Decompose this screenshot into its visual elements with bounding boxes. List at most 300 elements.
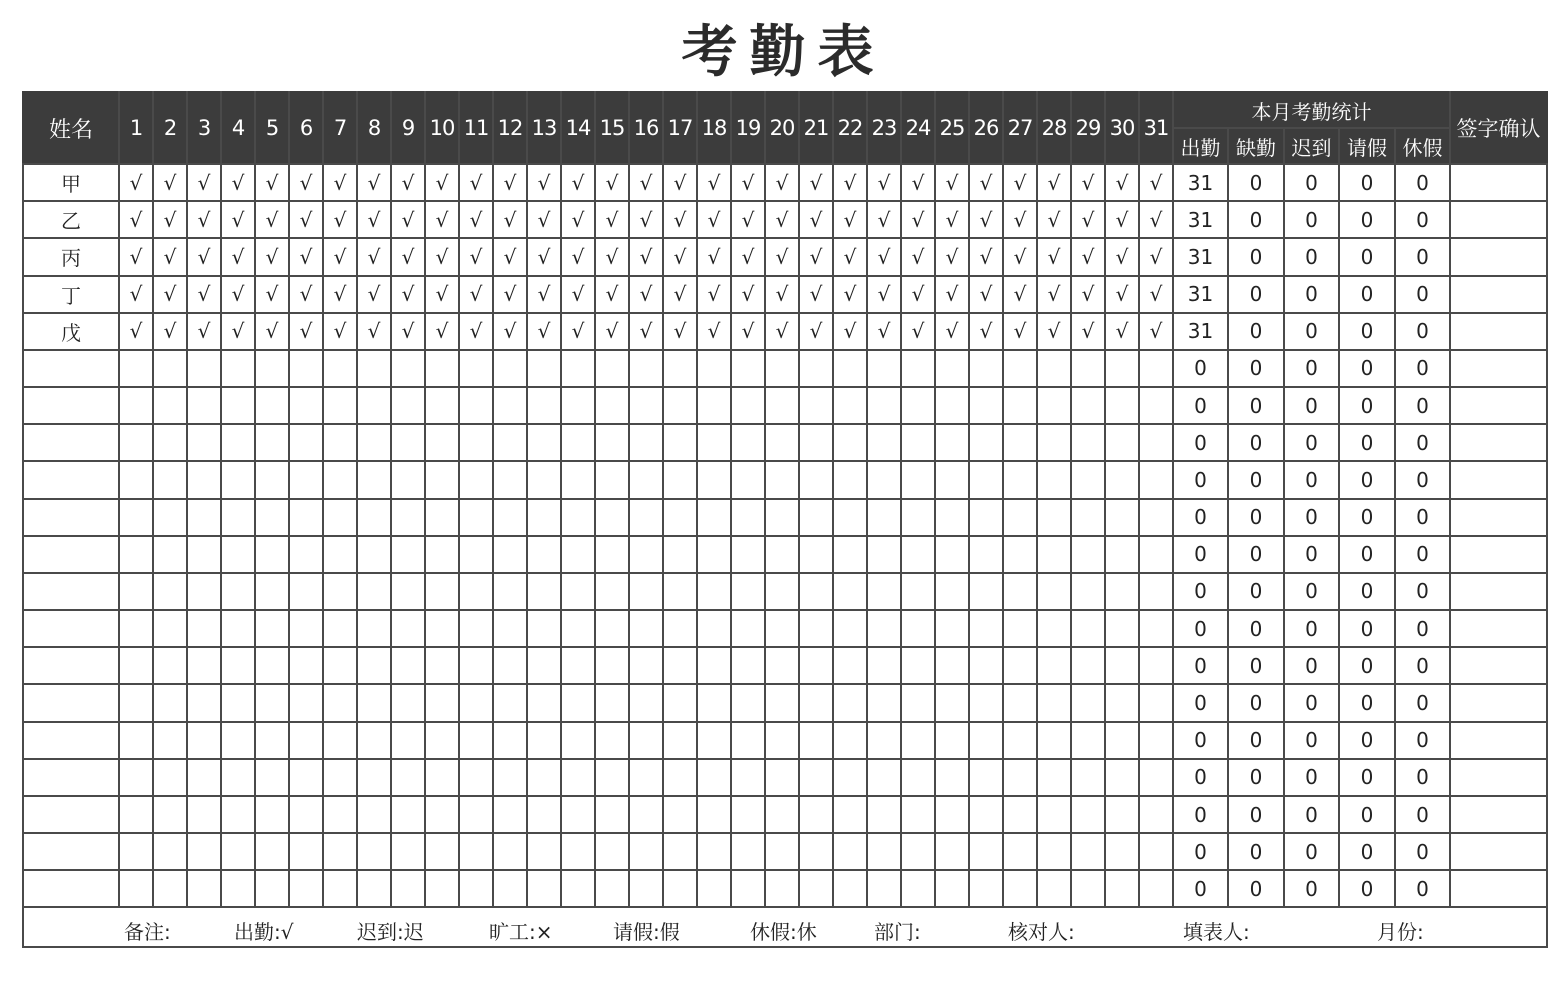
- day-mark-cell[interactable]: √: [459, 313, 493, 350]
- day-mark-cell[interactable]: [629, 722, 663, 759]
- day-mark-cell[interactable]: [1003, 461, 1037, 498]
- day-mark-cell[interactable]: √: [323, 201, 357, 238]
- day-mark-cell[interactable]: [901, 499, 935, 536]
- day-mark-cell[interactable]: [493, 350, 527, 387]
- day-mark-cell[interactable]: [697, 536, 731, 573]
- day-mark-cell[interactable]: [969, 350, 1003, 387]
- day-mark-cell[interactable]: [697, 350, 731, 387]
- day-mark-cell[interactable]: [357, 610, 391, 647]
- day-mark-cell[interactable]: [1139, 647, 1173, 684]
- day-mark-cell[interactable]: √: [1105, 313, 1139, 350]
- day-mark-cell[interactable]: [697, 387, 731, 424]
- day-mark-cell[interactable]: [493, 684, 527, 721]
- day-mark-cell[interactable]: [935, 796, 969, 833]
- day-mark-cell[interactable]: [255, 870, 289, 907]
- day-mark-cell[interactable]: [357, 573, 391, 610]
- day-mark-cell[interactable]: √: [1139, 276, 1173, 313]
- day-mark-cell[interactable]: √: [459, 276, 493, 313]
- day-mark-cell[interactable]: [391, 796, 425, 833]
- day-mark-cell[interactable]: √: [391, 201, 425, 238]
- day-mark-cell[interactable]: [323, 610, 357, 647]
- day-mark-cell[interactable]: [833, 684, 867, 721]
- day-mark-cell[interactable]: √: [935, 313, 969, 350]
- day-mark-cell[interactable]: [153, 610, 187, 647]
- sign-cell[interactable]: [1450, 238, 1547, 275]
- day-mark-cell[interactable]: √: [595, 201, 629, 238]
- day-mark-cell[interactable]: [629, 610, 663, 647]
- day-mark-cell[interactable]: √: [1037, 313, 1071, 350]
- day-mark-cell[interactable]: √: [901, 164, 935, 201]
- day-mark-cell[interactable]: √: [221, 313, 255, 350]
- day-mark-cell[interactable]: [187, 684, 221, 721]
- day-mark-cell[interactable]: [119, 573, 153, 610]
- day-mark-cell[interactable]: [663, 461, 697, 498]
- day-mark-cell[interactable]: [1105, 610, 1139, 647]
- day-mark-cell[interactable]: √: [595, 164, 629, 201]
- day-mark-cell[interactable]: [1071, 759, 1105, 796]
- day-mark-cell[interactable]: [357, 499, 391, 536]
- day-mark-cell[interactable]: [765, 833, 799, 870]
- day-mark-cell[interactable]: [663, 759, 697, 796]
- day-mark-cell[interactable]: √: [527, 164, 561, 201]
- day-mark-cell[interactable]: [357, 461, 391, 498]
- day-mark-cell[interactable]: √: [493, 276, 527, 313]
- day-mark-cell[interactable]: [493, 759, 527, 796]
- day-mark-cell[interactable]: [493, 722, 527, 759]
- day-mark-cell[interactable]: √: [969, 238, 1003, 275]
- day-mark-cell[interactable]: [901, 722, 935, 759]
- day-mark-cell[interactable]: [527, 461, 561, 498]
- day-mark-cell[interactable]: [901, 536, 935, 573]
- day-mark-cell[interactable]: √: [867, 238, 901, 275]
- day-mark-cell[interactable]: [697, 461, 731, 498]
- day-mark-cell[interactable]: [595, 684, 629, 721]
- day-mark-cell[interactable]: [459, 350, 493, 387]
- day-mark-cell[interactable]: √: [731, 313, 765, 350]
- day-mark-cell[interactable]: [935, 610, 969, 647]
- day-mark-cell[interactable]: [765, 536, 799, 573]
- employee-name-cell[interactable]: [23, 387, 119, 424]
- day-mark-cell[interactable]: [663, 870, 697, 907]
- day-mark-cell[interactable]: [765, 499, 799, 536]
- day-mark-cell[interactable]: [629, 424, 663, 461]
- day-mark-cell[interactable]: [391, 722, 425, 759]
- day-mark-cell[interactable]: [697, 424, 731, 461]
- day-mark-cell[interactable]: [629, 647, 663, 684]
- day-mark-cell[interactable]: [901, 684, 935, 721]
- day-mark-cell[interactable]: [1037, 461, 1071, 498]
- day-mark-cell[interactable]: √: [357, 238, 391, 275]
- day-mark-cell[interactable]: [119, 461, 153, 498]
- day-mark-cell[interactable]: [1037, 387, 1071, 424]
- day-mark-cell[interactable]: [901, 573, 935, 610]
- day-mark-cell[interactable]: [1139, 610, 1173, 647]
- employee-name-cell[interactable]: 丁: [23, 276, 119, 313]
- day-mark-cell[interactable]: [697, 499, 731, 536]
- day-mark-cell[interactable]: [153, 722, 187, 759]
- day-mark-cell[interactable]: [527, 833, 561, 870]
- day-mark-cell[interactable]: √: [697, 238, 731, 275]
- day-mark-cell[interactable]: [561, 610, 595, 647]
- day-mark-cell[interactable]: [595, 350, 629, 387]
- day-mark-cell[interactable]: [255, 684, 289, 721]
- day-mark-cell[interactable]: [1071, 833, 1105, 870]
- day-mark-cell[interactable]: [1071, 573, 1105, 610]
- day-mark-cell[interactable]: [765, 870, 799, 907]
- day-mark-cell[interactable]: [119, 499, 153, 536]
- day-mark-cell[interactable]: [595, 759, 629, 796]
- day-mark-cell[interactable]: [425, 833, 459, 870]
- day-mark-cell[interactable]: [629, 461, 663, 498]
- day-mark-cell[interactable]: [255, 647, 289, 684]
- day-mark-cell[interactable]: [1105, 424, 1139, 461]
- day-mark-cell[interactable]: [119, 610, 153, 647]
- day-mark-cell[interactable]: [289, 350, 323, 387]
- day-mark-cell[interactable]: [731, 870, 765, 907]
- day-mark-cell[interactable]: [425, 499, 459, 536]
- sign-cell[interactable]: [1450, 201, 1547, 238]
- day-mark-cell[interactable]: [1071, 536, 1105, 573]
- day-mark-cell[interactable]: [391, 424, 425, 461]
- day-mark-cell[interactable]: √: [1037, 238, 1071, 275]
- day-mark-cell[interactable]: [391, 461, 425, 498]
- day-mark-cell[interactable]: [255, 573, 289, 610]
- day-mark-cell[interactable]: [833, 499, 867, 536]
- day-mark-cell[interactable]: √: [459, 238, 493, 275]
- sign-cell[interactable]: [1450, 499, 1547, 536]
- day-mark-cell[interactable]: [901, 870, 935, 907]
- day-mark-cell[interactable]: [1037, 573, 1071, 610]
- day-mark-cell[interactable]: √: [1071, 164, 1105, 201]
- sign-cell[interactable]: [1450, 461, 1547, 498]
- day-mark-cell[interactable]: [527, 722, 561, 759]
- day-mark-cell[interactable]: √: [799, 276, 833, 313]
- day-mark-cell[interactable]: √: [289, 201, 323, 238]
- day-mark-cell[interactable]: [833, 759, 867, 796]
- day-mark-cell[interactable]: [935, 722, 969, 759]
- day-mark-cell[interactable]: √: [187, 313, 221, 350]
- day-mark-cell[interactable]: √: [1037, 201, 1071, 238]
- day-mark-cell[interactable]: [561, 350, 595, 387]
- day-mark-cell[interactable]: [1105, 387, 1139, 424]
- day-mark-cell[interactable]: [969, 759, 1003, 796]
- day-mark-cell[interactable]: [935, 536, 969, 573]
- day-mark-cell[interactable]: [867, 833, 901, 870]
- day-mark-cell[interactable]: √: [1071, 313, 1105, 350]
- day-mark-cell[interactable]: [391, 759, 425, 796]
- day-mark-cell[interactable]: √: [561, 164, 595, 201]
- day-mark-cell[interactable]: [731, 684, 765, 721]
- day-mark-cell[interactable]: √: [1003, 238, 1037, 275]
- day-mark-cell[interactable]: [1139, 759, 1173, 796]
- day-mark-cell[interactable]: [527, 796, 561, 833]
- day-mark-cell[interactable]: [833, 461, 867, 498]
- day-mark-cell[interactable]: [459, 796, 493, 833]
- day-mark-cell[interactable]: [799, 796, 833, 833]
- day-mark-cell[interactable]: √: [391, 276, 425, 313]
- day-mark-cell[interactable]: [1003, 796, 1037, 833]
- day-mark-cell[interactable]: [459, 499, 493, 536]
- day-mark-cell[interactable]: √: [255, 238, 289, 275]
- day-mark-cell[interactable]: √: [595, 276, 629, 313]
- day-mark-cell[interactable]: √: [833, 238, 867, 275]
- day-mark-cell[interactable]: [901, 350, 935, 387]
- day-mark-cell[interactable]: [153, 870, 187, 907]
- day-mark-cell[interactable]: [935, 573, 969, 610]
- day-mark-cell[interactable]: [969, 722, 1003, 759]
- day-mark-cell[interactable]: [663, 387, 697, 424]
- day-mark-cell[interactable]: √: [425, 164, 459, 201]
- day-mark-cell[interactable]: [187, 722, 221, 759]
- day-mark-cell[interactable]: [527, 573, 561, 610]
- day-mark-cell[interactable]: √: [969, 201, 1003, 238]
- day-mark-cell[interactable]: [323, 536, 357, 573]
- day-mark-cell[interactable]: [867, 387, 901, 424]
- day-mark-cell[interactable]: √: [935, 164, 969, 201]
- day-mark-cell[interactable]: √: [595, 313, 629, 350]
- employee-name-cell[interactable]: 乙: [23, 201, 119, 238]
- day-mark-cell[interactable]: √: [663, 201, 697, 238]
- day-mark-cell[interactable]: √: [289, 313, 323, 350]
- day-mark-cell[interactable]: [969, 647, 1003, 684]
- day-mark-cell[interactable]: [867, 461, 901, 498]
- day-mark-cell[interactable]: √: [1105, 201, 1139, 238]
- day-mark-cell[interactable]: [1139, 573, 1173, 610]
- day-mark-cell[interactable]: √: [833, 164, 867, 201]
- day-mark-cell[interactable]: [357, 536, 391, 573]
- day-mark-cell[interactable]: [221, 870, 255, 907]
- day-mark-cell[interactable]: [765, 647, 799, 684]
- day-mark-cell[interactable]: [221, 350, 255, 387]
- day-mark-cell[interactable]: √: [153, 313, 187, 350]
- day-mark-cell[interactable]: √: [935, 276, 969, 313]
- day-mark-cell[interactable]: [1037, 499, 1071, 536]
- day-mark-cell[interactable]: [119, 833, 153, 870]
- day-mark-cell[interactable]: [901, 759, 935, 796]
- day-mark-cell[interactable]: [731, 722, 765, 759]
- day-mark-cell[interactable]: √: [323, 276, 357, 313]
- day-mark-cell[interactable]: [493, 499, 527, 536]
- day-mark-cell[interactable]: √: [1003, 313, 1037, 350]
- day-mark-cell[interactable]: [357, 424, 391, 461]
- day-mark-cell[interactable]: √: [1139, 201, 1173, 238]
- day-mark-cell[interactable]: [969, 684, 1003, 721]
- day-mark-cell[interactable]: [935, 461, 969, 498]
- day-mark-cell[interactable]: √: [119, 238, 153, 275]
- day-mark-cell[interactable]: [187, 647, 221, 684]
- day-mark-cell[interactable]: √: [867, 313, 901, 350]
- day-mark-cell[interactable]: [969, 499, 1003, 536]
- day-mark-cell[interactable]: [493, 833, 527, 870]
- day-mark-cell[interactable]: √: [527, 201, 561, 238]
- day-mark-cell[interactable]: [697, 796, 731, 833]
- sign-cell[interactable]: [1450, 684, 1547, 721]
- day-mark-cell[interactable]: [697, 573, 731, 610]
- day-mark-cell[interactable]: [629, 759, 663, 796]
- day-mark-cell[interactable]: [493, 424, 527, 461]
- day-mark-cell[interactable]: [1139, 684, 1173, 721]
- day-mark-cell[interactable]: [765, 796, 799, 833]
- day-mark-cell[interactable]: [153, 536, 187, 573]
- day-mark-cell[interactable]: [391, 647, 425, 684]
- day-mark-cell[interactable]: √: [765, 276, 799, 313]
- day-mark-cell[interactable]: [731, 573, 765, 610]
- day-mark-cell[interactable]: [1003, 870, 1037, 907]
- day-mark-cell[interactable]: [799, 573, 833, 610]
- day-mark-cell[interactable]: √: [527, 276, 561, 313]
- day-mark-cell[interactable]: [969, 536, 1003, 573]
- day-mark-cell[interactable]: √: [901, 276, 935, 313]
- day-mark-cell[interactable]: [527, 684, 561, 721]
- day-mark-cell[interactable]: [425, 610, 459, 647]
- day-mark-cell[interactable]: [323, 684, 357, 721]
- day-mark-cell[interactable]: [731, 350, 765, 387]
- day-mark-cell[interactable]: √: [697, 201, 731, 238]
- sign-cell[interactable]: [1450, 722, 1547, 759]
- day-mark-cell[interactable]: [901, 647, 935, 684]
- day-mark-cell[interactable]: [357, 870, 391, 907]
- day-mark-cell[interactable]: [255, 387, 289, 424]
- day-mark-cell[interactable]: [153, 647, 187, 684]
- day-mark-cell[interactable]: [391, 499, 425, 536]
- day-mark-cell[interactable]: √: [935, 201, 969, 238]
- day-mark-cell[interactable]: [391, 684, 425, 721]
- day-mark-cell[interactable]: [867, 536, 901, 573]
- day-mark-cell[interactable]: √: [731, 276, 765, 313]
- day-mark-cell[interactable]: [595, 870, 629, 907]
- day-mark-cell[interactable]: [221, 684, 255, 721]
- day-mark-cell[interactable]: √: [459, 201, 493, 238]
- day-mark-cell[interactable]: √: [561, 276, 595, 313]
- employee-name-cell[interactable]: [23, 499, 119, 536]
- day-mark-cell[interactable]: [425, 573, 459, 610]
- day-mark-cell[interactable]: √: [391, 164, 425, 201]
- day-mark-cell[interactable]: [833, 610, 867, 647]
- day-mark-cell[interactable]: [731, 759, 765, 796]
- day-mark-cell[interactable]: √: [731, 238, 765, 275]
- day-mark-cell[interactable]: [595, 573, 629, 610]
- day-mark-cell[interactable]: [357, 350, 391, 387]
- day-mark-cell[interactable]: [425, 870, 459, 907]
- day-mark-cell[interactable]: [1105, 870, 1139, 907]
- day-mark-cell[interactable]: [153, 796, 187, 833]
- employee-name-cell[interactable]: [23, 461, 119, 498]
- day-mark-cell[interactable]: √: [663, 238, 697, 275]
- day-mark-cell[interactable]: [1003, 499, 1037, 536]
- day-mark-cell[interactable]: [357, 833, 391, 870]
- day-mark-cell[interactable]: [867, 647, 901, 684]
- day-mark-cell[interactable]: [153, 573, 187, 610]
- day-mark-cell[interactable]: [629, 796, 663, 833]
- day-mark-cell[interactable]: [935, 647, 969, 684]
- day-mark-cell[interactable]: [357, 796, 391, 833]
- day-mark-cell[interactable]: √: [867, 276, 901, 313]
- day-mark-cell[interactable]: [153, 684, 187, 721]
- day-mark-cell[interactable]: √: [1037, 164, 1071, 201]
- day-mark-cell[interactable]: √: [561, 238, 595, 275]
- day-mark-cell[interactable]: [527, 759, 561, 796]
- day-mark-cell[interactable]: √: [697, 164, 731, 201]
- day-mark-cell[interactable]: √: [799, 164, 833, 201]
- day-mark-cell[interactable]: [493, 796, 527, 833]
- day-mark-cell[interactable]: [493, 573, 527, 610]
- day-mark-cell[interactable]: [663, 573, 697, 610]
- day-mark-cell[interactable]: [187, 424, 221, 461]
- day-mark-cell[interactable]: [833, 833, 867, 870]
- day-mark-cell[interactable]: [1071, 499, 1105, 536]
- day-mark-cell[interactable]: [289, 796, 323, 833]
- day-mark-cell[interactable]: [459, 684, 493, 721]
- day-mark-cell[interactable]: [731, 647, 765, 684]
- day-mark-cell[interactable]: [629, 870, 663, 907]
- day-mark-cell[interactable]: √: [221, 238, 255, 275]
- day-mark-cell[interactable]: [799, 424, 833, 461]
- employee-name-cell[interactable]: 丙: [23, 238, 119, 275]
- day-mark-cell[interactable]: √: [1071, 276, 1105, 313]
- day-mark-cell[interactable]: [867, 796, 901, 833]
- day-mark-cell[interactable]: [119, 387, 153, 424]
- day-mark-cell[interactable]: √: [493, 238, 527, 275]
- day-mark-cell[interactable]: [867, 424, 901, 461]
- day-mark-cell[interactable]: √: [731, 201, 765, 238]
- day-mark-cell[interactable]: [1071, 647, 1105, 684]
- day-mark-cell[interactable]: √: [493, 313, 527, 350]
- day-mark-cell[interactable]: √: [561, 313, 595, 350]
- day-mark-cell[interactable]: √: [187, 276, 221, 313]
- day-mark-cell[interactable]: [187, 870, 221, 907]
- day-mark-cell[interactable]: [357, 387, 391, 424]
- day-mark-cell[interactable]: √: [901, 238, 935, 275]
- day-mark-cell[interactable]: √: [391, 313, 425, 350]
- day-mark-cell[interactable]: [357, 647, 391, 684]
- day-mark-cell[interactable]: [833, 722, 867, 759]
- day-mark-cell[interactable]: √: [1003, 276, 1037, 313]
- day-mark-cell[interactable]: √: [221, 276, 255, 313]
- day-mark-cell[interactable]: [1105, 796, 1139, 833]
- day-mark-cell[interactable]: [391, 610, 425, 647]
- day-mark-cell[interactable]: [663, 647, 697, 684]
- day-mark-cell[interactable]: [833, 387, 867, 424]
- day-mark-cell[interactable]: [561, 833, 595, 870]
- day-mark-cell[interactable]: [323, 387, 357, 424]
- day-mark-cell[interactable]: [561, 759, 595, 796]
- day-mark-cell[interactable]: [527, 424, 561, 461]
- day-mark-cell[interactable]: [1003, 610, 1037, 647]
- day-mark-cell[interactable]: [527, 870, 561, 907]
- day-mark-cell[interactable]: [799, 722, 833, 759]
- day-mark-cell[interactable]: √: [969, 276, 1003, 313]
- day-mark-cell[interactable]: [1071, 424, 1105, 461]
- day-mark-cell[interactable]: √: [119, 276, 153, 313]
- day-mark-cell[interactable]: [323, 870, 357, 907]
- day-mark-cell[interactable]: [391, 350, 425, 387]
- day-mark-cell[interactable]: [867, 499, 901, 536]
- day-mark-cell[interactable]: √: [731, 164, 765, 201]
- day-mark-cell[interactable]: [765, 722, 799, 759]
- day-mark-cell[interactable]: √: [221, 164, 255, 201]
- day-mark-cell[interactable]: [833, 647, 867, 684]
- day-mark-cell[interactable]: √: [833, 201, 867, 238]
- day-mark-cell[interactable]: [323, 573, 357, 610]
- day-mark-cell[interactable]: [289, 610, 323, 647]
- day-mark-cell[interactable]: [323, 424, 357, 461]
- day-mark-cell[interactable]: [357, 684, 391, 721]
- day-mark-cell[interactable]: [561, 536, 595, 573]
- employee-name-cell[interactable]: [23, 424, 119, 461]
- sign-cell[interactable]: [1450, 759, 1547, 796]
- day-mark-cell[interactable]: √: [357, 276, 391, 313]
- day-mark-cell[interactable]: [527, 536, 561, 573]
